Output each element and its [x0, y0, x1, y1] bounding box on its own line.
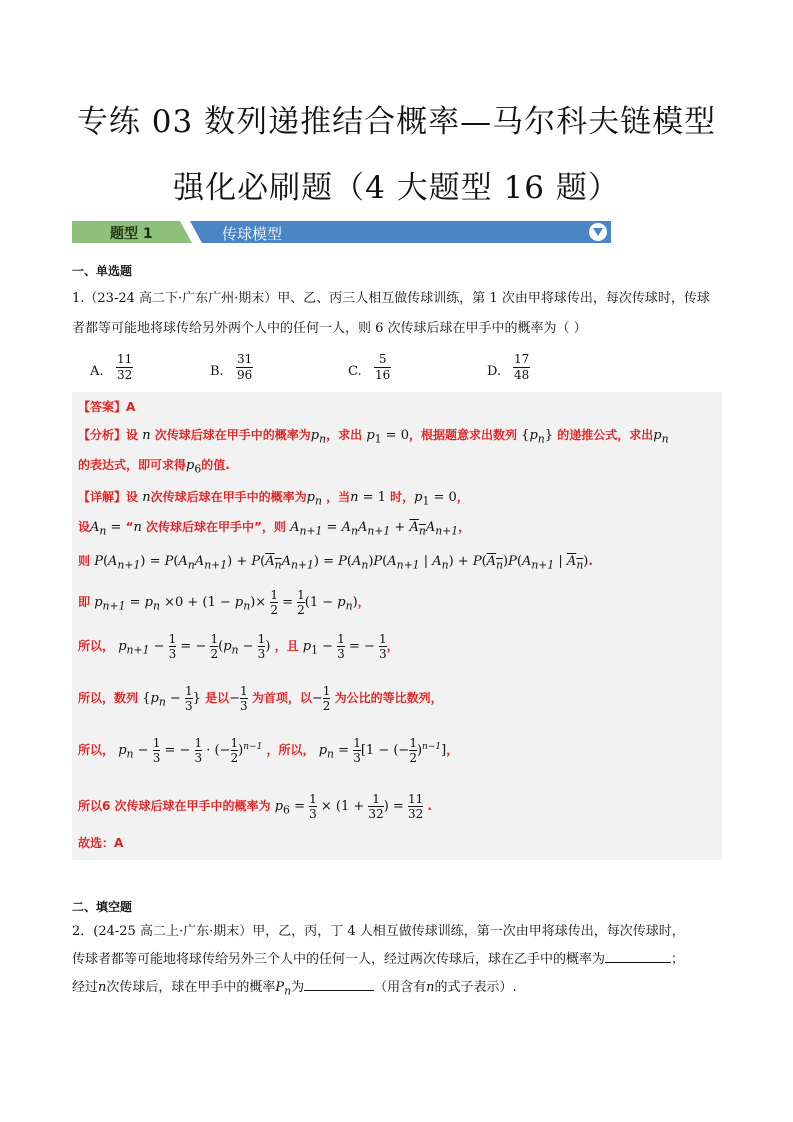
chevron-down-icon[interactable] [589, 223, 607, 241]
option-b: B. $\frac{31}{96}$ [210, 352, 253, 382]
q2-line-3: 经过n次传球后，球在甲手中的概率$P_n$为 （用含有n的式子表示）. [72, 980, 517, 998]
answer-line: 【答案】A [78, 400, 136, 414]
detail-line-8: 所以6 次传球后球在甲手中的概率为 $p_6$ = $\frac{1}{3}$ × (1 + $\frac{1}{32}$ ) = $\frac{11}{32}$ . [78, 792, 432, 821]
option-d: D. $\frac{17}{48}$ [487, 352, 530, 382]
solution-box [72, 392, 722, 860]
option-a: A. $\frac{11}{32}$ [90, 352, 133, 382]
detail-line-7: 所以， $p_n$ − $\frac{1}{3}$ = − $\frac{1}{3}$ · (− $\frac{1}{2}$ )$^{n-1}$ ，所以， $p_n$ = $\frac{1}{3}$ [1 − (− $\frac{1}{2}$ )$^{n-1}$]， [78, 736, 459, 765]
answer-blank-2[interactable] [304, 978, 374, 991]
analysis-line-2: 的表达式，即可求得$p_6$的值. [78, 458, 230, 476]
question-1-text: 1.（23-24 高二下·广东广州·期末）甲、乙、丙三人相互做传球训练，第 1 次由甲将球传出，每次传球时，传球者都等可能地将球传给另外两个人中的任何一人，则 6 次传球后球在甲手中的概率为（ ） [72, 291, 710, 336]
detail-line-1: 【详解】设 n次传球后球在甲手中的概率为$p_n$ ，当n = 1 时，$p_1 = 0$， [78, 490, 469, 508]
option-c: C. $\frac{5}{16}$ [348, 352, 391, 382]
detail-line-6: 所以，数列 {$p_n$ − $\frac{1}{3}$ } 是以− $\frac{1}{3}$ 为首项，以− $\frac{1}{2}$ 为公比的等比数列， [78, 684, 443, 713]
q2-line-2: 传球者都等可能地将球传给另外三个人中的任何一人，经过两次传球后，球在乙手中的概率为 ； [72, 952, 685, 967]
detail-line-4: 即 $p_{n+1} = p_n \times 0 + (1 - p_n)\times$ $\frac{1}{2}$ = $\frac{1}{2}$ $(1 - p_n)$， [78, 588, 370, 617]
analysis-line-1: 【分析】设 n 次传球后球在甲手中的概率为$p_n$，求出 $p_1 = 0$，根据题意求出数列 $\{p_n\}$ 的递推公式，求出$p_n$ [78, 428, 669, 446]
choose-line: 故选：A [78, 836, 124, 850]
type-label: 题型 1 [110, 226, 153, 242]
question-2-text [72, 918, 722, 1006]
question-type-banner [72, 221, 611, 243]
section-heading-2: 二、填空题 [72, 900, 133, 914]
answer-blank-1[interactable] [605, 950, 671, 963]
detail-line-2: 设$A_n$ = “n 次传球后球在甲手中”，则 $A_{n+1} = A_nA_{n+1} + A_nA_{n+1}$， [78, 520, 471, 538]
section-heading-1: 一、单选题 [72, 264, 133, 278]
q2-line-1: 2．(24-25 高二上·广东·期末）甲，乙，丙，丁 4 人相互做传球训练，第一次由甲将球传出，每次传球时， [72, 924, 685, 939]
title-line-1: 专练 03 数列递推结合概率—马尔科夫链模型 [76, 104, 717, 140]
detail-line-3: 则 $P(A_{n+1}) = P(A_nA_{n+1}) + P(A_nA_{n+1}) = P(A_n)P(A_{n+1}$ | $A_n) + P(A_n)P(A_{n+1}$ | $A_n$). [78, 554, 593, 572]
detail-line-5: 所以， $p_{n+1}$ − $\frac{1}{3}$ = − $\frac{1}{2}$ ($p_n$ − $\frac{1}{3}$ ) ，且 $p_1$ − $\frac{1}{3}$ = − $\frac{1}{3}$ ， [78, 632, 399, 661]
topic-label: 传球模型 [222, 225, 283, 243]
title-line-2: 强化必刷题（4 大题型 16 题） [173, 170, 620, 206]
